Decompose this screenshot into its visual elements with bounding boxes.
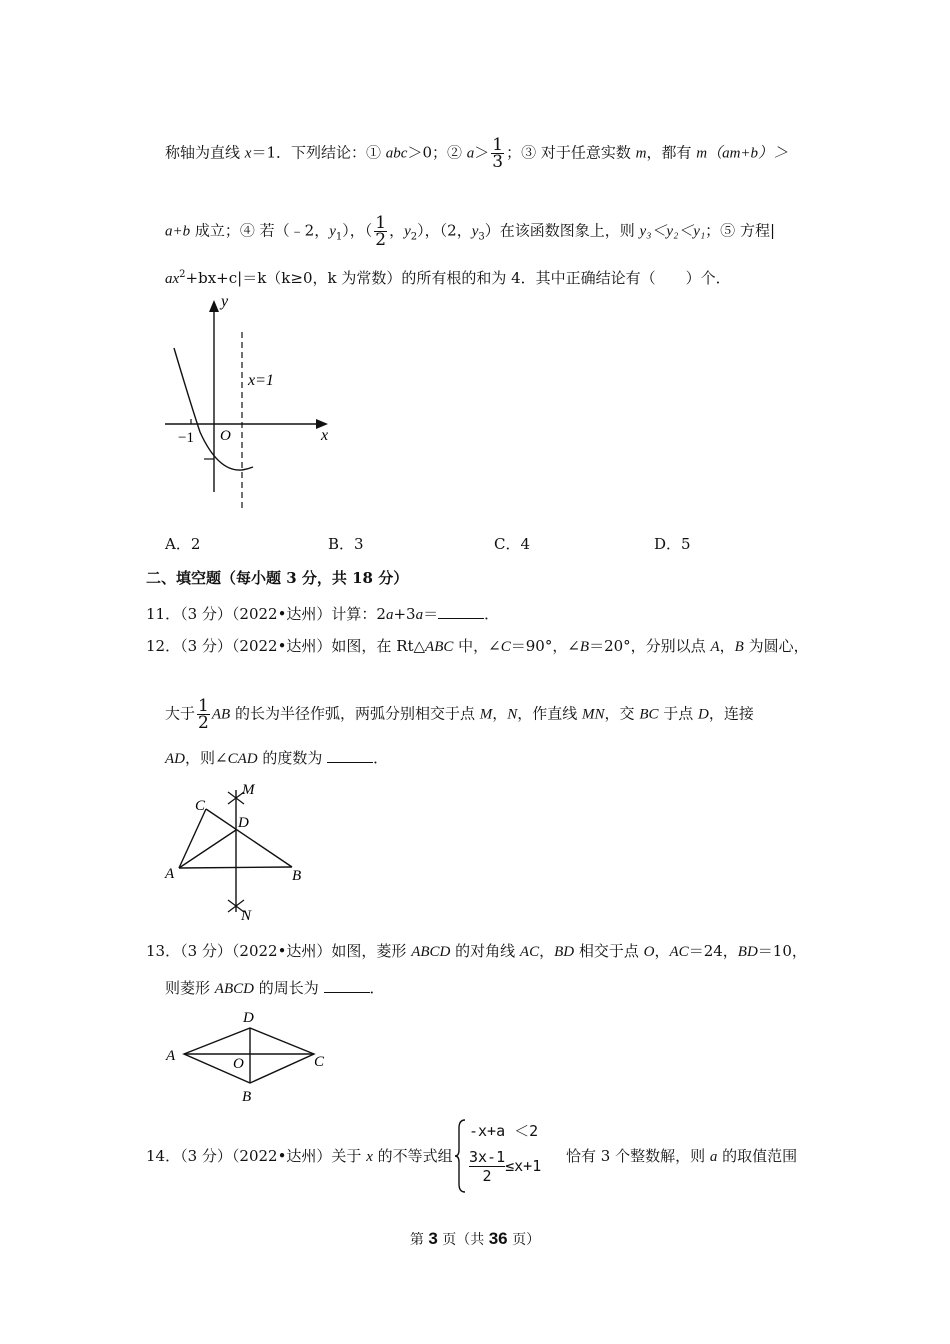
y-axis-label: y — [221, 293, 229, 310]
q14-line-1: 14．（3 分）（2022•达州）关于 x 的不等式组 — [146, 1147, 453, 1165]
label-n: N — [241, 908, 252, 924]
label-d: D — [238, 815, 249, 831]
page-number: 3 — [428, 1229, 438, 1248]
label-c: C — [195, 798, 206, 814]
q10-line-3: $ax^2+bx+c|=k(k\ge 0$，k 为常数）的所有根的和为 4．其中正确结论有（ ）个． — [165, 269, 731, 287]
symmetry-label: x=1 — [248, 372, 274, 389]
q12-answer-blank[interactable] — [327, 748, 373, 763]
label-c: C — [314, 1054, 325, 1070]
x-axis-label: x — [321, 427, 329, 444]
neg-one-label: −1 — [178, 430, 194, 446]
label-m: M — [242, 782, 255, 798]
fraction-one-half: $\frac{1}{2}$ — [198, 696, 209, 733]
q13-line-1: 13．（3 分）（2022•达州）如图，菱形 ABCD 的对角线 AC，BD 相交于点 O，AC＝24，BD＝10， — [146, 942, 807, 960]
q13-line-2: 则菱形 ABCD 的周长为 ． — [165, 979, 385, 997]
option-d[interactable]: D．5 — [654, 535, 691, 553]
q12-line-1: 12．（3 分）（2022•达州）如图，在 Rt△ABC 中，∠C＝90°，∠B＝20°，分别以点 A，B 为圆心， — [146, 637, 809, 655]
inequality-1: -x+a ＜2 — [469, 1122, 539, 1140]
fraction-one-half: $\frac{1}{2}$ — [375, 213, 387, 250]
rhombus — [184, 1028, 314, 1083]
label-b: B — [292, 868, 302, 884]
q14-line-1-tail: 恰有 3 个整数解，则 a 的取值范围 — [566, 1147, 798, 1165]
q13-answer-blank[interactable] — [324, 978, 370, 993]
option-a[interactable]: A．2 — [165, 535, 201, 553]
q11-answer-blank[interactable] — [438, 604, 484, 619]
parabola-graph — [160, 292, 340, 514]
label-b: B — [242, 1089, 252, 1105]
brace — [455, 1118, 467, 1194]
section-2-heading: 二、填空题（每小题 3 分，共 18 分） — [146, 569, 409, 587]
fraction-one-third: $\frac{1}{3}$ — [492, 135, 504, 172]
inequality-2: $\frac{3x-1}{2}$ ≤x+1 — [469, 1148, 542, 1185]
q10-line-1: 称轴为直线 x＝1．下列结论：① abc＞0；② a＞ $\frac{1}{3}$ ；③ 对于任意实数 m，都有 m（am+b）＞ — [165, 135, 789, 172]
page-footer: 第 3 页（共 36 页） — [409, 1229, 541, 1248]
inequality-system — [455, 1118, 567, 1194]
label-a: A — [166, 1048, 176, 1064]
label-o: O — [233, 1056, 244, 1072]
q11: 11．（3 分）（2022•达州）计算：2a+3a＝ ． — [146, 605, 500, 623]
q12-line-3: AD，则∠CAD 的度数为 ． — [165, 749, 389, 767]
q10-line-2: a+b 成立；④ 若（﹣2，$y_1$），（ $\frac{1}{2}$ ，$y_2$），（2，$y_3$）在该函数图象上，则 y₃＜y₂＜y₁；⑤ 方程| — [165, 213, 775, 250]
label-a: A — [165, 866, 175, 882]
q12-line-2: 大于 $\frac{1}{2}$ AB 的长为半径作弧，两弧分别相交于点 M，N，作直线 MN，交 BC 于点 D，连接 — [165, 696, 754, 733]
page-total: 36 — [488, 1229, 508, 1248]
triangle-figure — [160, 778, 320, 924]
origin-label: O — [220, 428, 231, 444]
rhombus-figure — [160, 1005, 340, 1109]
label-d: D — [243, 1010, 254, 1026]
option-c[interactable]: C．4 — [494, 535, 531, 553]
side-cb — [206, 809, 292, 867]
option-b[interactable]: B．3 — [328, 535, 364, 553]
y-axis-arrow — [209, 300, 219, 312]
